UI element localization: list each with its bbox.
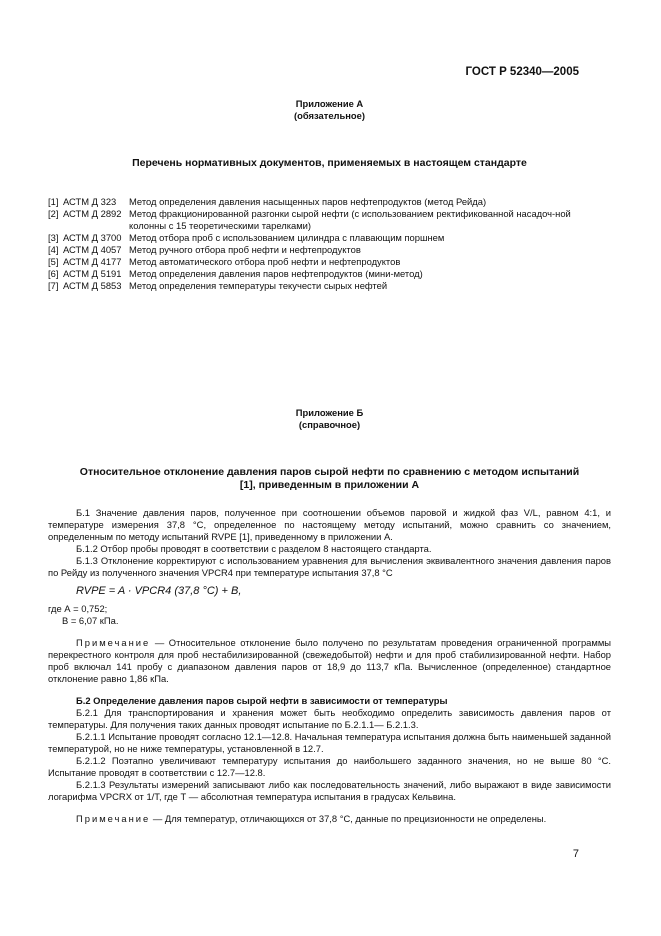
reference-description: Метод автоматического отбора проб нефти и нефтепродуктов [129, 256, 401, 267]
reference-code: АСТМ Д 4057 [63, 244, 122, 255]
paragraph-b13: Б.1.3 Отклонение корректируют с использованием уравнения для вычисления эквивалентного значения давления паров по Рейду из полученного значения VPCR4 при температуре испытания 37,8 °С [48, 555, 611, 578]
note-2-label: Примечание [76, 813, 151, 824]
reference-item [48, 232, 593, 244]
reference-description: Метод определения давления насыщенных паров нефтепродуктов (метод Рейда) [129, 196, 487, 207]
appendix-b-heading-line2: [1], приведенным в приложении А [239, 479, 420, 491]
appendix-a-status: (обязательное) [294, 110, 365, 121]
standard-id: ГОСТ Р 52340—2005 [465, 66, 579, 78]
note-1 [48, 637, 611, 685]
note-2 [48, 813, 611, 825]
reference-item [48, 196, 593, 208]
page-number: 7 [572, 848, 579, 860]
reference-description: Метод отбора проб с использованием цилиндра с плавающим поршнем [129, 232, 445, 243]
reference-code: АСТМ Д 3700 [63, 232, 122, 243]
reference-item [48, 268, 593, 280]
note-1-text: — Относительное отклонение было получено по результатам проведения ограниченной программы перекрестного контроля для проб нестабилизированной (свежедобытой) нефти и для проб стабилизированной нефти. Набор проб включал 141 пробу с диапазоном давления паров от 18,9 до 113,7 кПа. Вычисленное (определенное) стандартное отклонение равно 1,86 кПа. [48, 637, 611, 684]
where-a: где А = 0,752; [48, 603, 108, 614]
section-b2-heading: Б.2 Определение давления паров сырой нефти в зависимости от температуры [76, 695, 448, 706]
reference-code: АСТМ Д 323 [63, 196, 117, 207]
paragraph-b1: Б.1 Значение давления паров, полученное при соотношении объемов паровой и жидкой фаз V/L, равном 4:1, и температуре измерения 37,8 °С, определенное по настоящему методу испытаний, можно сравнить со значением, определенным по методу испытаний RVPE [1], приведенному в приложении А. [48, 507, 611, 542]
reference-code: АСТМ Д 5191 [63, 268, 122, 279]
reference-description: Метод определения давления паров нефтепродуктов (мини-метод) [129, 268, 423, 279]
reference-number: [4] [48, 244, 59, 255]
reference-number: [2] [48, 208, 59, 219]
reference-number: [3] [48, 232, 59, 243]
reference-item [48, 280, 593, 292]
reference-code: АСТМ Д 5853 [63, 280, 122, 291]
appendix-b-status: (справочное) [298, 419, 361, 430]
reference-number: [5] [48, 256, 59, 267]
paragraph-b211: Б.2.1.1 Испытание проводят согласно 12.1—12.8. Начальная температура испытания должна быть наименьшей заданной температурой, но не ниже температуры, установленной в 12.7. [48, 731, 611, 754]
appendix-b-heading-line1: Относительное отклонение давления паров сырой нефти по сравнению с методом испытаний [79, 466, 580, 478]
appendix-b-title: Приложение Б [295, 407, 364, 418]
reference-item [48, 208, 593, 232]
paragraph-b12: Б.1.2 Отбор пробы проводят в соответствии с разделом 8 настоящего стандарта. [76, 543, 432, 554]
appendix-b-body [48, 507, 611, 825]
note-1-label: Примечание [76, 637, 151, 648]
reference-code: АСТМ Д 4177 [63, 256, 122, 267]
formula: RVPE = A · VPCR4 (37,8 °C) + B, [76, 585, 242, 597]
reference-description: Метод фракционированной разгонки сырой нефти (с использованием ректификованной насадоч-ной колонны с 15 теоретическими тарелками) [129, 208, 571, 231]
paragraph-b213: Б.2.1.3 Результаты измерений записывают либо как последовательность значений, либо выражают в виде зависимости логарифма VPCRX от 1/T, где Т — абсолютная температура испытания в градусах Кельвина. [48, 779, 611, 802]
appendix-a-title: Приложение А [295, 98, 364, 109]
reference-description: Метод определения температуры текучести сырых нефтей [129, 280, 388, 291]
reference-number: [1] [48, 196, 59, 207]
reference-list [48, 196, 593, 292]
reference-number: [6] [48, 268, 59, 279]
reference-item [48, 256, 593, 268]
appendix-b-heading [48, 466, 611, 492]
reference-item [48, 244, 593, 256]
appendix-a-heading: Перечень нормативных документов, применяемых в настоящем стандарте [132, 157, 527, 169]
where-b: В = 6,07 кПа. [62, 615, 119, 626]
reference-number: [7] [48, 280, 59, 291]
note-2-text: — Для температур, отличающихся от 37,8 °С, данные по прецизионности не определены. [150, 813, 547, 824]
paragraph-b212: Б.2.1.2 Поэтапно увеличивают температуру испытания до наибольшего заданного значения, но не выше 80 °С. Испытание проводят в соответствии с 12.7—12.8. [48, 755, 611, 778]
paragraph-b21: Б.2.1 Для транспортирования и хранения может быть необходимо определить зависимость давления паров от температуры. Для получения таких данных проводят испытание по Б.2.1.1— Б.2.1.3. [48, 707, 611, 730]
reference-code: АСТМ Д 2892 [63, 208, 122, 219]
reference-description: Метод ручного отбора проб нефти и нефтепродуктов [129, 244, 361, 255]
